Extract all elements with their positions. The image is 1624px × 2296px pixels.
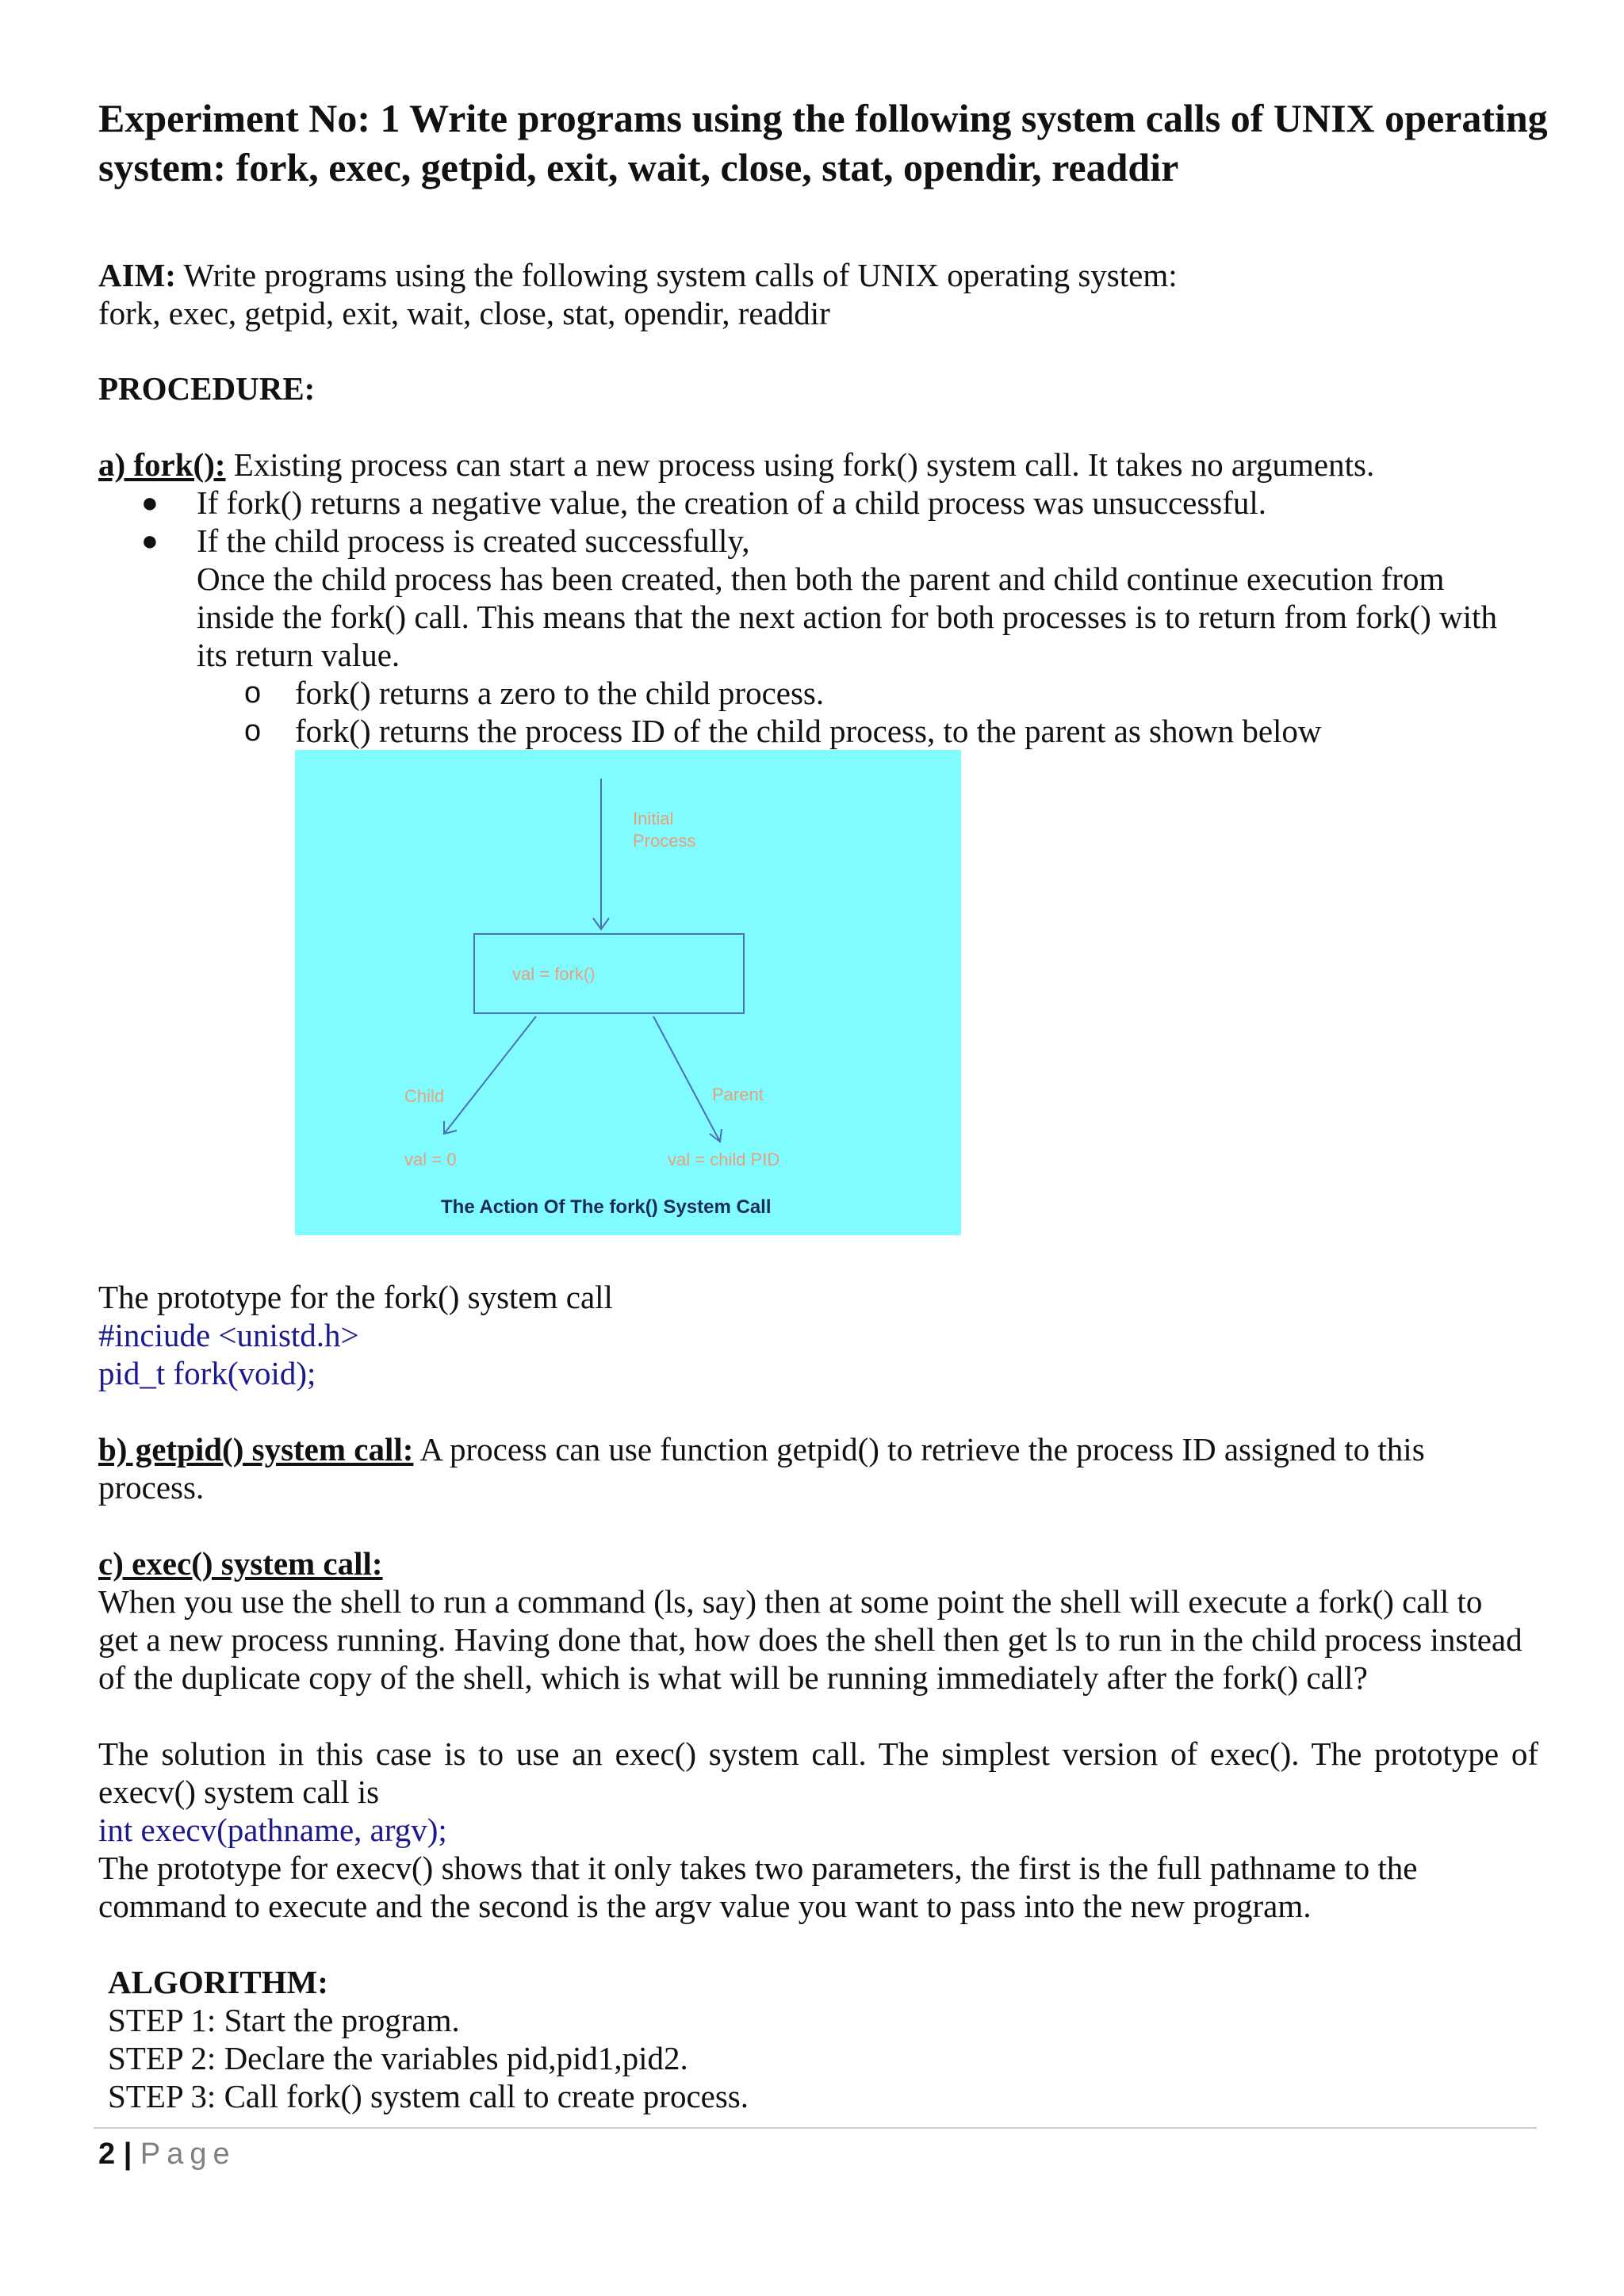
prototype-intro: The prototype for the fork() system call [98,1279,613,1315]
exec-line: of the duplicate copy of the shell, which is what will be running immediately after the fork() call? [98,1659,1368,1696]
fork-heading: a) fork(): [98,446,226,483]
bullet-dot-icon: ● [141,525,159,557]
algorithm-step: STEP 1: Start the program. [108,2002,460,2038]
page-word: Page [140,2137,236,2171]
algorithm-heading: ALGORITHM: [108,1964,328,2000]
execv-code: int execv(pathname, argv); [98,1812,447,1848]
fork-para-line: inside the fork() call. This means that the next action for both processes is to return from fork() with [197,599,1497,635]
fork-diagram-svg [295,750,961,1235]
exec-solution-line-2: execv() system call is [98,1774,380,1810]
fork-intro-line [98,446,1573,484]
getpid-heading: b) getpid() system call: [98,1431,414,1468]
bullet-dot-icon: ● [141,487,159,519]
fork-para-line: its return value. [197,637,400,673]
algorithm-step: STEP 3: Call fork() system call to create process. [108,2078,749,2114]
page-title: Experiment No: 1 Write programs using the following system calls of UNIX operating system: fork, exec, getpid, exit, wait, close, stat, opendir, readdir [98,96,1548,189]
sub-bullet-icon: o [244,714,262,748]
exec-solution-line-1: The solution in this case is to use an exec() system call. The simplest version of exec(). The prototype of [98,1735,1538,1772]
footer-divider [94,2127,1537,2129]
child-label: Child [404,1086,445,1106]
sub-bullet-icon: o [244,676,262,710]
arrow-head-icon [710,1129,722,1142]
fork-sub-1: fork() returns a zero to the child process. [295,675,825,711]
initial-label: Initial [633,809,674,828]
fork-diagram [295,750,961,1235]
process-label: Process [633,831,696,851]
prototype-code-signature: pid_t fork(void); [98,1355,316,1391]
aim-line-2: fork, exec, getpid, exit, wait, close, stat, opendir, readdir [98,295,830,331]
page-footer [98,2135,236,2173]
getpid-line-1 [98,1430,1573,1468]
procedure-heading: PROCEDURE: [98,370,316,407]
prototype-code-include: #inciude <unistd.h> [98,1317,359,1353]
exec-line: get a new process running. Having done that, how does the shell then get ls to run in the child process instead [98,1621,1522,1658]
child-value: val = 0 [404,1150,457,1169]
diagram-caption: The Action Of The fork() System Call [441,1196,772,1218]
parent-arrow-line [653,1016,720,1142]
fork-bullet-1: If fork() returns a negative value, the creation of a child process was unsuccessful. [197,484,1267,521]
getpid-text: A process can use function getpid() to retrieve the process ID assigned to this [413,1431,1425,1468]
aim-text-1: Write programs using the following system calls of UNIX operating system: [175,257,1178,293]
page-separator: | [115,2137,140,2171]
aim-line-1 [98,256,1573,294]
execv-explanation-line: The prototype for execv() shows that it only takes two parameters, the first is the full pathname to the [98,1850,1418,1886]
getpid-line-2: process. [98,1469,205,1506]
aim-label: AIM: [98,257,176,293]
box-label: val = fork() [512,964,596,984]
execv-explanation-line: command to execute and the second is the argv value you want to pass into the new program. [98,1888,1312,1924]
page-number: 2 [98,2137,116,2171]
fork-bullet-2: If the child process is created successfully, [197,522,750,559]
exec-heading: c) exec() system call: [98,1545,383,1582]
parent-label: Parent [712,1085,764,1104]
fork-para-line: Once the child process has been created, then both the parent and child continue execution from [197,561,1445,597]
fork-intro-text: Existing process can start a new process using fork() system call. It takes no arguments. [225,446,1375,483]
child-arrow-line [444,1016,536,1134]
fork-sub-2: fork() returns the process ID of the child process, to the parent as shown below [295,713,1322,749]
exec-line: When you use the shell to run a command (ls, say) then at some point the shell will execute a fork() call to [98,1583,1483,1620]
algorithm-step: STEP 2: Declare the variables pid,pid1,pid2. [108,2040,688,2076]
parent-value: val = child PID [668,1150,780,1169]
